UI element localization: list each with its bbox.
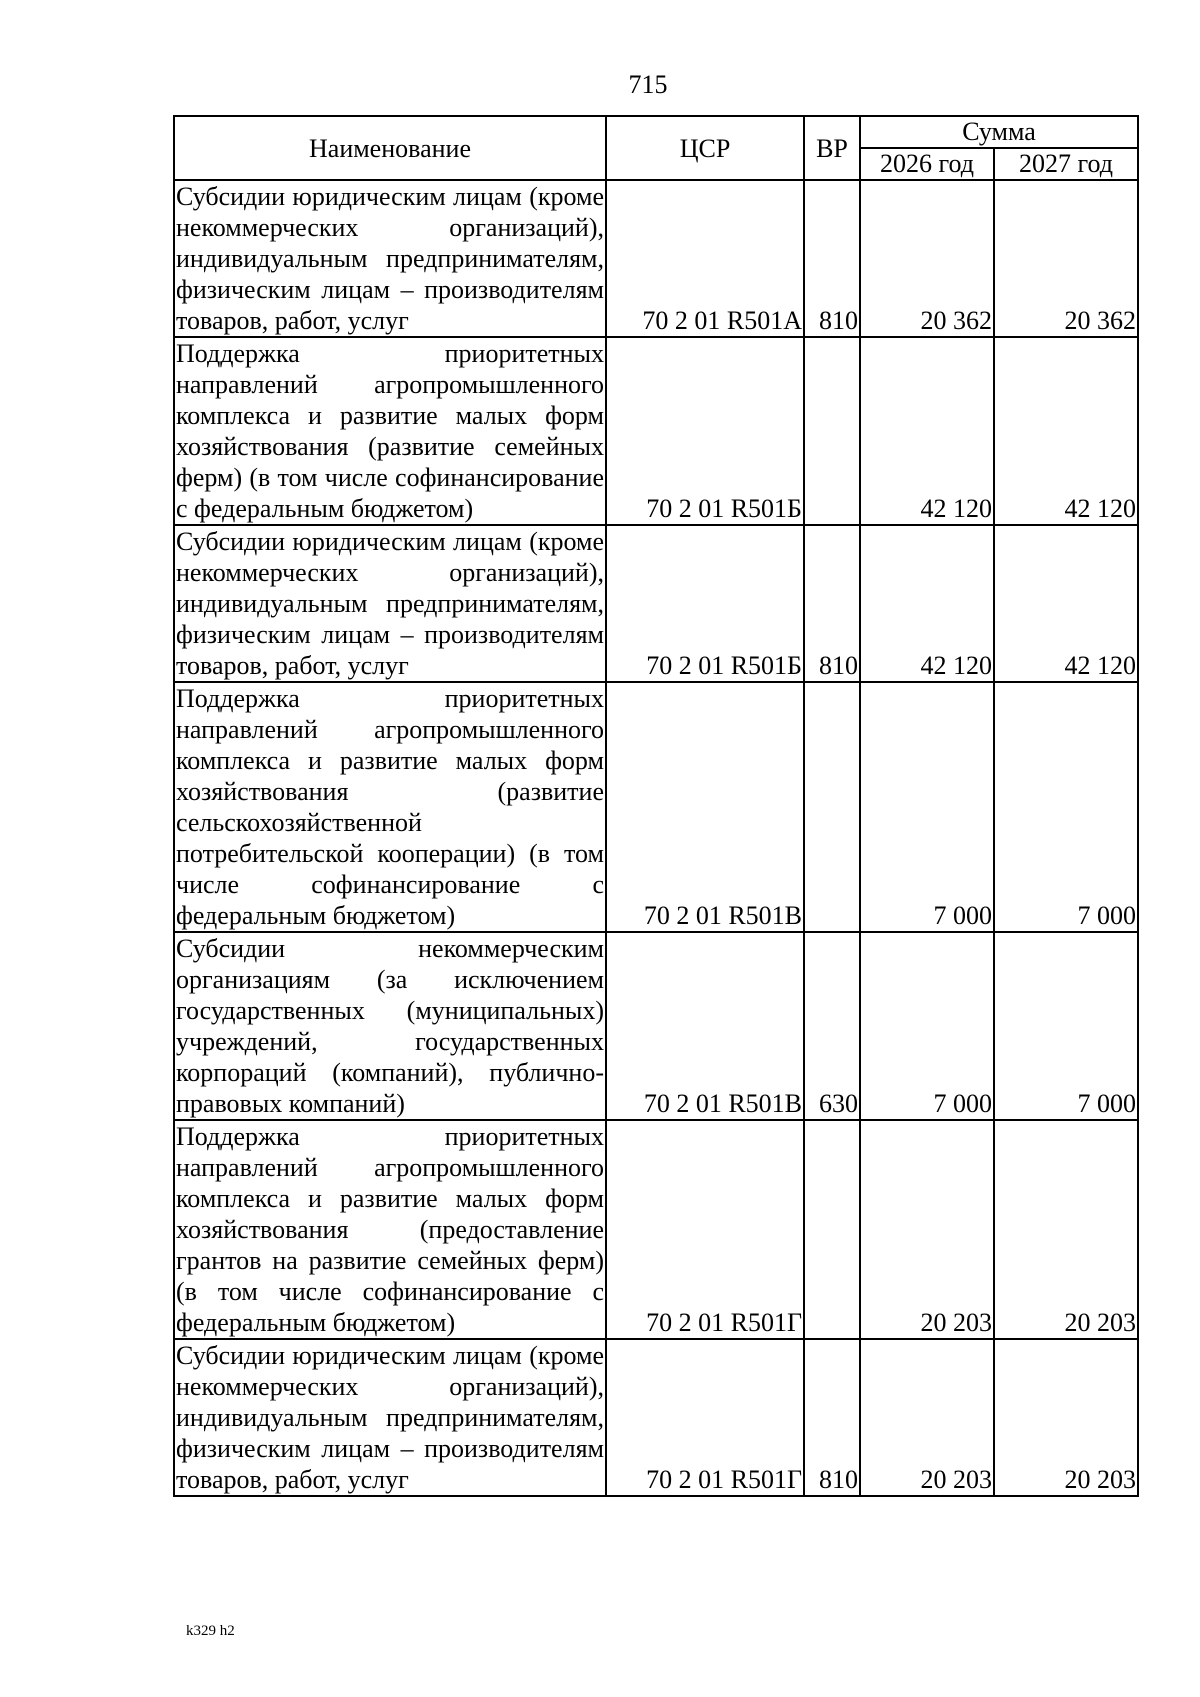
row-sum-2026: 7 000	[860, 932, 994, 1120]
row-sum-2026: 20 362	[860, 180, 994, 337]
row-vr: 810	[804, 525, 860, 682]
table-row	[174, 1120, 1138, 1339]
row-vr: 810	[804, 1339, 860, 1496]
row-sum-2027: 42 120	[994, 525, 1138, 682]
row-sum-2026: 20 203	[860, 1339, 994, 1496]
row-sum-2026: 7 000	[860, 682, 994, 932]
row-sum-2027: 20 362	[994, 180, 1138, 337]
row-csr: 70 2 01 R501Б	[606, 525, 804, 682]
row-sum-2026: 42 120	[860, 525, 994, 682]
header-sum: Сумма	[860, 116, 1138, 148]
row-csr: 70 2 01 R501Г	[606, 1339, 804, 1496]
row-name: Субсидии юридическим лицам (кроме некоммерческих организаций), индивидуальным предпринимателям, физическим лицам – производителям товаров, работ, услуг	[176, 1341, 604, 1494]
row-csr: 70 2 01 R501В	[606, 682, 804, 932]
row-sum-2027: 42 120	[994, 337, 1138, 525]
table-row	[174, 682, 1138, 932]
row-vr	[804, 337, 860, 525]
row-vr	[804, 1120, 860, 1339]
header-name: Наименование	[174, 116, 606, 180]
row-csr: 70 2 01 R501Б	[606, 337, 804, 525]
header-vr: ВР	[804, 116, 860, 180]
row-vr: 810	[804, 180, 860, 337]
row-sum-2027: 20 203	[994, 1120, 1138, 1339]
row-sum-2026: 42 120	[860, 337, 994, 525]
table-row	[174, 525, 1138, 682]
table-row	[174, 932, 1138, 1120]
row-name: Поддержка приоритетных направлений агропромышленного комплекса и развитие малых форм хозяйствования (предоставление грантов на развитие семейных ферм) (в том числе софинансирование с федеральным бюджетом)	[176, 1122, 604, 1337]
row-sum-2027: 7 000	[994, 932, 1138, 1120]
page-number: 715	[628, 70, 668, 99]
row-vr: 630	[804, 932, 860, 1120]
table-row	[174, 180, 1138, 337]
row-sum-2027: 20 203	[994, 1339, 1138, 1496]
row-name: Субсидии некоммерческим организациям (за исключением государственных (муниципальных) учреждений, государственных корпораций (компаний), публично-правовых компаний)	[176, 934, 604, 1118]
row-name: Поддержка приоритетных направлений агропромышленного комплекса и развитие малых форм хозяйствования (развитие семейных ферм) (в том числе софинансирование с федеральным бюджетом)	[176, 339, 604, 523]
row-vr	[804, 682, 860, 932]
table-row	[174, 337, 1138, 525]
row-name: Поддержка приоритетных направлений агропромышленного комплекса и развитие малых форм хозяйствования (развитие сельскохозяйственной потребительской кооперации) (в том числе софинансирование с федеральным бюджетом)	[176, 684, 604, 930]
row-name: Субсидии юридическим лицам (кроме некоммерческих организаций), индивидуальным предпринимателям, физическим лицам – производителям товаров, работ, услуг	[176, 527, 604, 680]
header-csr: ЦСР	[606, 116, 804, 180]
header-year-2027: 2027 год	[994, 148, 1138, 180]
row-csr: 70 2 01 R501А	[606, 180, 804, 337]
row-csr: 70 2 01 R501Г	[606, 1120, 804, 1339]
budget-table	[173, 115, 1139, 1497]
row-csr: 70 2 01 R501В	[606, 932, 804, 1120]
header-year-2026: 2026 год	[860, 148, 994, 180]
row-sum-2027: 7 000	[994, 682, 1138, 932]
row-name: Субсидии юридическим лицам (кроме некоммерческих организаций), индивидуальным предпринимателям, физическим лицам – производителям товаров, работ, услуг	[176, 182, 604, 335]
header-row-top	[174, 116, 1138, 148]
table-row	[174, 1339, 1138, 1496]
row-sum-2026: 20 203	[860, 1120, 994, 1339]
document-code: k329 h2	[186, 1623, 235, 1639]
